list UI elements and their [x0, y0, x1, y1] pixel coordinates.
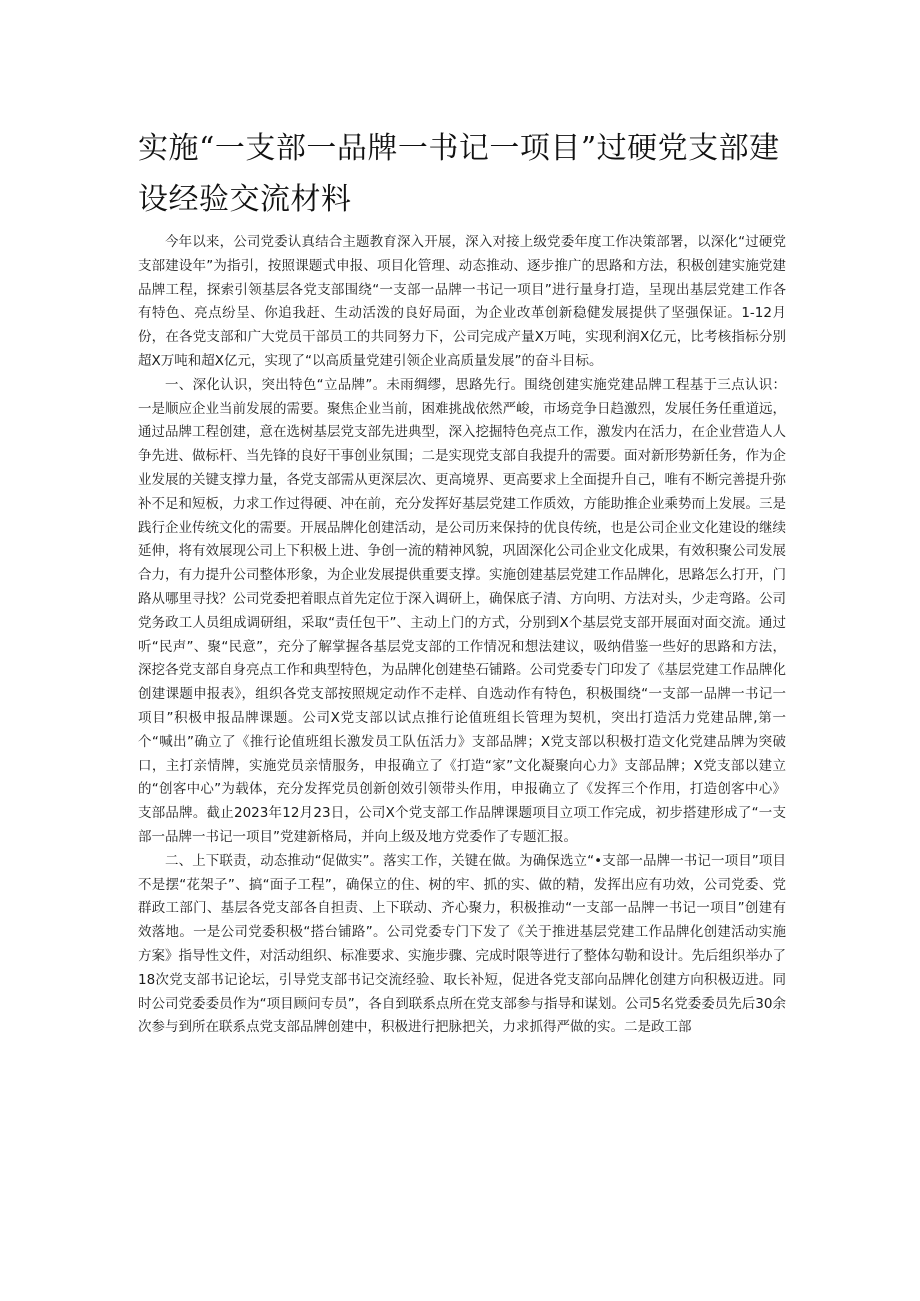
- paragraph-section-1: 一、深化认识，突出特色“立品牌”。未雨绸缪，思路先行。围绕创建实施党建品牌工程基于三点认识：一是顺应企业当前发展的需要。聚焦企业当前，困难挑战依然严峻，市场竞争日趋激烈，发展任务任重道远，通过品牌工程创建，意在选树基层党支部先进典型，深入挖掘特色亮点工作，激发内在活力，在企业营造人人争先进、做标杆、当先锋的良好干事创业氛围；二是实现党支部自我提升的需要。面对新形势新任务，作为企业发展的关键支撑力量，各党支部需从更深层次、更高境界、更高要求上全面提升自己，唯有不断完善提升弥补不足和短板，力求工作过得硬、冲在前，充分发挥好基层党建工作质效，方能助推企业乘势而上发展。三是践行企业传统文化的需要。开展品牌化创建活动，是公司历来保持的优良传统，也是公司企业文化建设的继续延伸，将有效展现公司上下积极上进、争创一流的精神风貌，巩固深化公司企业文化成果，有效积聚公司发展合力，有力提升公司整体形象，为企业发展提供重要支撑。实施创建基层党建工作品牌化，思路怎么打开，门路从哪里寻找？公司党委把着眼点首先定位于深入调研上，确保底子清、方向明、方法对头，少走弯路。公司党务政工人员组成调研组，采取“责任包干”、主动上门的方式，分别到X个基层党支部开展面对面交流。通过听“民声”、聚“民意”，充分了解掌握各基层党支部的工作情况和想法建议，吸纳借鉴一些好的思路和方法，深挖各党支部自身亮点工作和典型特色，为品牌化创建垫石铺路。公司党委专门印发了《基层党建工作品牌化创建课题申报表》，组织各党支部按照规定动作不走样、自选动作有特色，积极围绕“一支部一品牌一书记一项目”积极申报品牌课题。公司X党支部以试点推行论值班组长管理为契机，突出打造活力党建品牌,第一个“喊出”确立了《推行论值班组长激发员工队伍活力》支部品牌；X党支部以积极打造文化党建品牌为突破口，主打亲情牌，实施党员亲情服务，申报确立了《打造“家”文化凝聚向心力》支部品牌；X党支部以建立的“创客中心”为载体，充分发挥党员创新创效引领带头作用，申报确立了《发挥三个作用，打造创客中心》支部品牌。截止2023年12月23日，公司X个党支部工作品牌课题项目立项工作完成，初步搭建形成了“一支部一品牌一书记一项目”党建新格局，并向上级及地方党委作了专题汇报。: [138, 376, 786, 845]
- paragraph-intro: 今年以来，公司党委认真结合主题教育深入开展，深入对接上级党委年度工作决策部署，以深化“过硬党支部建设年”为指引，按照课题式申报、项目化管理、动态推动、逐步推广的思路和方法，积极创建实施党建品牌工程，探索引领基层各党支部围绕“一支部一品牌一书记一项目”进行量身打造，呈现出基层党建工作各有特色、亮点纷呈、你追我赶、生动活泼的良好局面，为企业改革创新稳健发展提供了坚强保证。1-12月份，在各党支部和广大党员干部员工的共同努力下，公司完成产量X万吨，实现利润X亿元，比考核指标分别超X万吨和超X亿元，实现了“以高质量党建引领企业高质量发展”的奋斗目标。: [138, 234, 786, 369]
- document-body: [138, 231, 786, 1040]
- paragraph-section-2: 二、上下联责，动态推动“促做实”。落实工作，关键在做。为确保选立“•支部一品牌一书记一项目”项目不是摆“花架子”、搞“面子工程”，确保立的住、树的牢、抓的实、做的精，发挥出应有功效，公司党委、党群政工部门、基层各党支部各自担责、上下联动、齐心聚力，积极推动“一支部一品牌一书记一项目”创建有效落地。一是公司党委积极“搭台铺路”。公司党委专门下发了《关于推进基层党建工作品牌化创建活动实施方案》指导性文件，对活动组织、标准要求、实施步骤、完成时限等进行了整体勾勒和设计。先后组织举办了18次党支部书记论坛，引导党支部书记交流经验、取长补短，促进各党支部向品牌化创建方向积极迈进。同时公司党委委员作为“项目顾问专员”，各自到联系点所在党支部参与指导和谋划。公司5名党委委员先后30余次参与到所在联系点党支部品牌创建中，积极进行把脉把关，力求抓得严做的实。二是政工部: [138, 852, 786, 1036]
- document-title: 实施“一支部一品牌一书记一项目”过硬党支部建设经验交流材料: [138, 131, 780, 217]
